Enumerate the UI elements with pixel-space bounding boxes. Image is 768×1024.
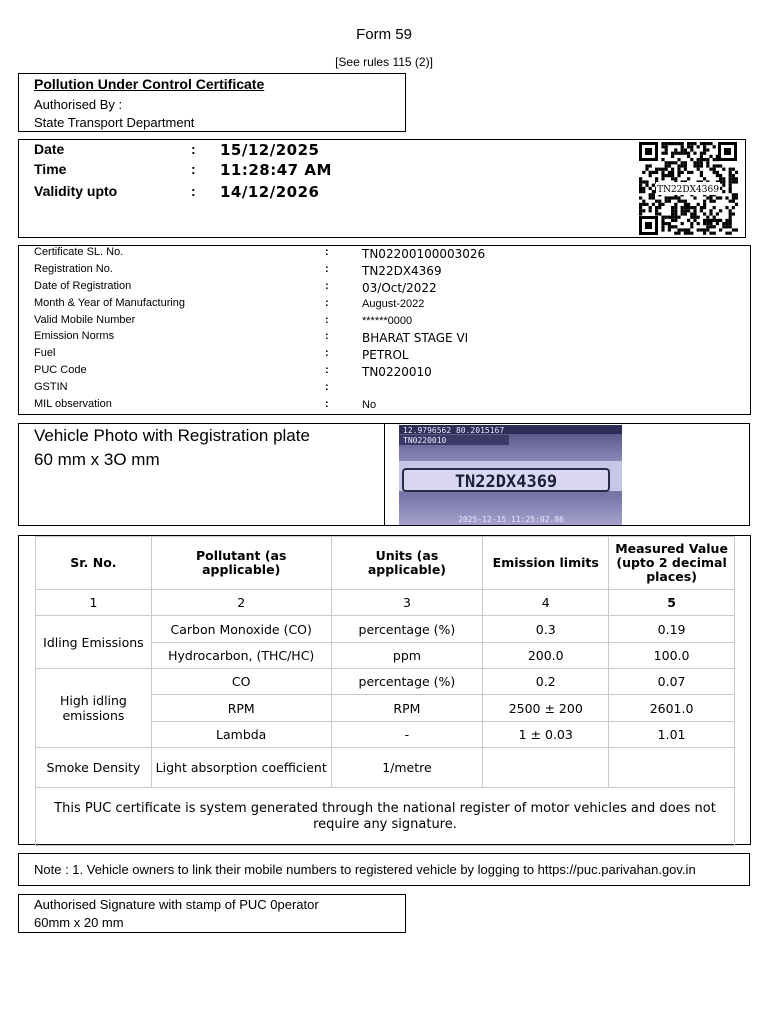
detail-value: ******0000 xyxy=(362,315,413,327)
photo-puc-code-overlay: TN0220010 xyxy=(403,436,447,445)
measured-rpm: 2601.0 xyxy=(609,695,735,722)
time-colon: : xyxy=(191,161,196,177)
pollutant-rpm: RPM xyxy=(151,695,331,722)
validity-value: 14/12/2026 xyxy=(220,183,320,201)
pollutant-hi-co: CO xyxy=(151,669,331,695)
header-measured: Measured Value (upto 2 decimal places) xyxy=(609,537,735,590)
detail-row xyxy=(19,398,750,414)
detail-label: Certificate SL. No. xyxy=(34,246,124,258)
detail-row xyxy=(19,246,750,262)
limit-hc: 200.0 xyxy=(483,643,609,669)
limit-co: 0.3 xyxy=(483,616,609,643)
time-label: Time xyxy=(34,161,67,177)
unit-lambda: - xyxy=(331,722,483,748)
detail-label: GSTIN xyxy=(34,381,68,393)
col-number-1: 1 xyxy=(36,590,152,616)
unit-smoke: 1/metre xyxy=(331,748,483,788)
department-name: State Transport Department xyxy=(34,115,195,130)
date-label: Date xyxy=(34,141,65,157)
detail-colon: : xyxy=(325,398,329,410)
signature-label: Authorised Signature with stamp of PUC 0perator xyxy=(34,897,319,912)
detail-row xyxy=(19,330,750,346)
pollutant-lambda: Lambda xyxy=(151,722,331,748)
vehicle-plate-photo xyxy=(399,425,622,525)
detail-value: No xyxy=(362,399,377,411)
col-number-2: 2 xyxy=(151,590,331,616)
measured-hc: 100.0 xyxy=(609,643,735,669)
detail-row xyxy=(19,263,750,279)
date-colon: : xyxy=(191,141,196,157)
detail-colon: : xyxy=(325,297,329,309)
limit-rpm: 2500 ± 200 xyxy=(483,695,609,722)
signature-size: 60mm x 20 mm xyxy=(34,915,124,930)
header-limits: Emission limits xyxy=(483,537,609,590)
pollutant-co: Carbon Monoxide (CO) xyxy=(151,616,331,643)
measured-hi-co: 0.07 xyxy=(609,669,735,695)
detail-row xyxy=(19,314,750,330)
header-sr-no: Sr. No. xyxy=(36,537,152,590)
detail-colon: : xyxy=(325,314,329,326)
detail-colon: : xyxy=(325,381,329,393)
issuer-box xyxy=(18,73,406,132)
mobile-link-note-box xyxy=(18,853,750,886)
unit-hc: ppm xyxy=(331,643,483,669)
detail-label: Fuel xyxy=(34,347,56,359)
detail-label: Registration No. xyxy=(34,263,113,275)
detail-value: TN02200100003026 xyxy=(362,247,486,261)
unit-co: percentage (%) xyxy=(331,616,483,643)
emissions-table xyxy=(35,536,735,846)
certificate-heading: Pollution Under Control Certificate xyxy=(34,76,265,92)
date-value: 15/12/2025 xyxy=(220,141,320,159)
group-smoke: Smoke Density xyxy=(36,748,152,788)
detail-value: TN22DX4369 xyxy=(362,264,442,278)
pollutant-hc: Hydrocarbon, (THC/HC) xyxy=(151,643,331,669)
limit-smoke xyxy=(483,748,609,788)
detail-colon: : xyxy=(325,347,329,359)
detail-value: PETROL xyxy=(362,348,409,362)
detail-colon: : xyxy=(325,330,329,342)
mobile-link-note: Note : 1. Vehicle owners to link their mobile numbers to registered vehicle by logging to https://puc.parivahan.gov.in xyxy=(34,862,696,877)
unit-hi-co: percentage (%) xyxy=(331,669,483,695)
detail-value: 03/Oct/2022 xyxy=(362,281,437,295)
photo-frame xyxy=(384,423,750,526)
signature-box xyxy=(18,894,406,933)
detail-row xyxy=(19,297,750,313)
detail-label: MIL observation xyxy=(34,398,112,410)
photo-timestamp-overlay: 2025-12-15 11:25:02.86 xyxy=(458,515,564,524)
detail-label: Date of Registration xyxy=(34,280,132,292)
authorised-by-label: Authorised By : xyxy=(34,97,123,112)
col-number-5: 5 xyxy=(609,590,735,616)
detail-colon: : xyxy=(325,280,329,292)
qr-code-icon xyxy=(638,141,738,236)
col-number-4: 4 xyxy=(483,590,609,616)
photo-label-line1: Vehicle Photo with Registration plate xyxy=(34,426,310,445)
emissions-box xyxy=(18,535,751,845)
vehicle-details-box xyxy=(18,245,751,415)
photo-label-line2: 60 mm x 3O mm xyxy=(34,450,160,469)
detail-row xyxy=(19,381,750,397)
detail-value: BHARAT STAGE VI xyxy=(362,331,469,345)
detail-label: Month & Year of Manufacturing xyxy=(34,297,186,309)
validity-colon: : xyxy=(191,183,196,199)
photo-plate-text: TN22DX4369 xyxy=(454,472,558,492)
detail-value: TN0220010 xyxy=(362,365,432,379)
detail-label: PUC Code xyxy=(34,364,87,376)
unit-rpm: RPM xyxy=(331,695,483,722)
limit-hi-co: 0.2 xyxy=(483,669,609,695)
detail-row xyxy=(19,280,750,296)
detail-label: Valid Mobile Number xyxy=(34,314,136,326)
system-generated-note: This PUC certificate is system generated through the national register of motor vehicles and does not require any signature. xyxy=(36,788,735,846)
detail-colon: : xyxy=(325,364,329,376)
vehicle-photo-box xyxy=(18,423,750,526)
measured-smoke xyxy=(609,748,735,788)
validity-box xyxy=(18,139,746,238)
detail-value: August-2022 xyxy=(362,298,425,310)
detail-row xyxy=(19,347,750,363)
validity-label: Validity upto xyxy=(34,183,118,199)
limit-lambda: 1 ± 0.03 xyxy=(483,722,609,748)
form-title: Form 59 xyxy=(356,26,412,43)
rules-reference: [See rules 115 (2)] xyxy=(335,55,433,69)
time-value: 11:28:47 AM xyxy=(220,161,332,179)
qr-registration-text: TN22DX4369 xyxy=(657,185,719,195)
detail-label: Emission Norms xyxy=(34,330,115,342)
measured-lambda: 1.01 xyxy=(609,722,735,748)
photo-gps-overlay: 12.9796562 80.2015167 xyxy=(403,426,505,435)
detail-colon: : xyxy=(325,246,329,258)
detail-row xyxy=(19,364,750,380)
measured-co: 0.19 xyxy=(609,616,735,643)
header-pollutant: Pollutant (as applicable) xyxy=(151,537,331,590)
detail-colon: : xyxy=(325,263,329,275)
col-number-3: 3 xyxy=(331,590,483,616)
header-units: Units (as applicable) xyxy=(331,537,483,590)
pollutant-smoke: Light absorption coefficient xyxy=(151,748,331,788)
group-idling: Idling Emissions xyxy=(36,616,152,669)
group-high-idling: High idling emissions xyxy=(36,669,152,748)
